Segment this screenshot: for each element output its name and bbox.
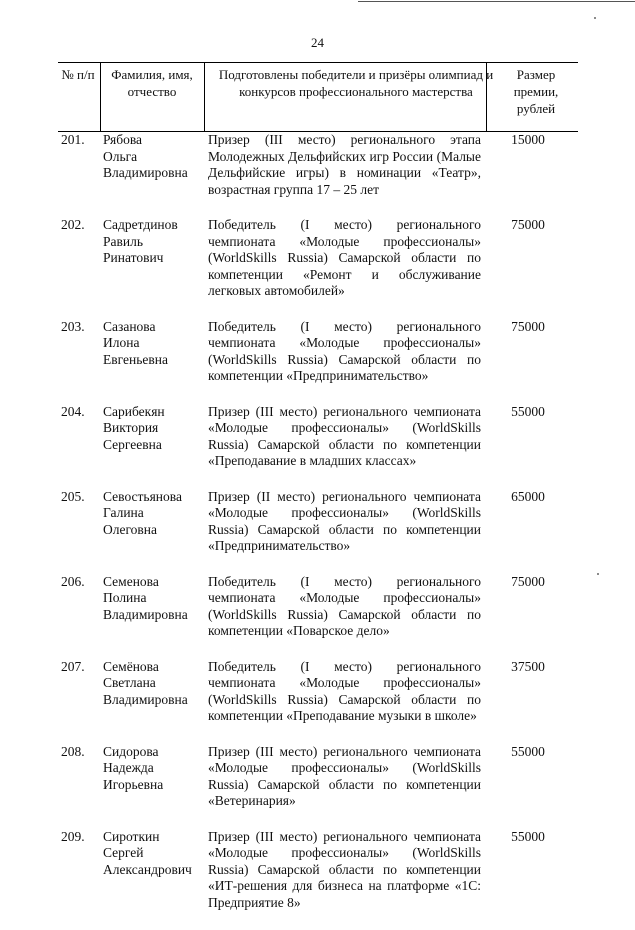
row-number: 201.	[61, 132, 85, 147]
first-name: Ольга	[103, 148, 138, 164]
surname: Сидорова	[103, 743, 159, 759]
person-name	[103, 217, 203, 267]
patronymic: Сергеевна	[103, 436, 162, 452]
person-name	[103, 574, 203, 624]
surname: Семёнова	[103, 658, 159, 674]
achievement-description: Призер (II место) регионального чемпионата «Молодые профессионалы» (WorldSkills Russia) Самарской области по компетенции «Предпринимательство»	[208, 488, 481, 553]
award-amount: 75000	[511, 217, 545, 232]
patronymic: Владимировна	[103, 165, 188, 180]
person-name	[103, 132, 203, 182]
patronymic: Игорьевна	[103, 776, 164, 792]
top-border-line	[358, 1, 635, 2]
award-amount: 55000	[511, 828, 545, 844]
first-name: Равиль	[103, 233, 143, 249]
patronymic: Владимировна	[103, 606, 188, 622]
achievement-description: Победитель (I место) регионального чемпионата «Молодые профессионалы» (WorldSkills Russia) Самарской области по компетенции «Предпринимательство»	[208, 318, 481, 383]
scan-speck	[597, 573, 599, 575]
surname: Сазанова	[103, 318, 156, 334]
table-row	[58, 404, 578, 470]
surname: Садретдинов	[103, 217, 178, 232]
row-number: 204.	[61, 403, 85, 419]
achievement-description: Призер (III место) регионального чемпионата «Молодые профессионалы» (WorldSkills Russia) Самарской области по компетенции «Ветеринария»	[208, 743, 481, 808]
first-name: Илона	[103, 335, 140, 350]
table-row	[58, 132, 578, 198]
person-name	[103, 404, 203, 454]
header-num: № п/п	[61, 67, 95, 82]
achievement-description: Призер (III место) регионального чемпионата «Молодые профессионалы» (WorldSkills Russia) Самарской области по компетенции «Преподавание в младших классах»	[208, 403, 481, 468]
first-name: Галина	[103, 505, 144, 520]
table-row	[58, 744, 578, 810]
surname: Сироткин	[103, 828, 160, 844]
first-name: Виктория	[103, 420, 159, 435]
table-body	[58, 132, 578, 930]
table-row	[58, 829, 578, 912]
row-number: 207.	[61, 658, 85, 674]
row-number: 206.	[61, 573, 85, 589]
award-amount: 55000	[511, 743, 545, 759]
first-name: Сергей	[103, 845, 144, 860]
achievement-description: Победитель (I место) регионального чемпионата «Молодые профессионалы» (WorldSkills Russia) Самарской области по компетенции «Поварское дело»	[208, 573, 481, 638]
award-amount: 37500	[511, 658, 545, 674]
table-row	[58, 659, 578, 725]
table-row	[58, 574, 578, 640]
table-row	[58, 217, 578, 300]
surname: Сарибекян	[103, 403, 165, 419]
award-amount: 15000	[511, 132, 545, 147]
patronymic: Олеговна	[103, 521, 158, 537]
award-amount: 75000	[511, 318, 545, 334]
achievement-description: Призер (III место) регионального этапа Молодежных Дельфийских игр России (Малые Дельфийские игры) в номинации «Театр», возрастная группа 17 – 25 лет	[208, 132, 481, 197]
surname: Рябова	[103, 132, 143, 147]
header-amount: Размер премии, рублей	[513, 67, 559, 116]
achievement-description: Победитель (I место) регионального чемпионата «Молодые профессионалы» (WorldSkills Russia) Самарской области по компетенции «Ремонт и обслуживание легковых автомобилей»	[208, 217, 481, 298]
patronymic: Евгеньевна	[103, 351, 168, 367]
first-name: Полина	[103, 590, 147, 605]
first-name: Светлана	[103, 675, 156, 690]
header-name: Фамилия, имя, отчество	[111, 67, 193, 99]
person-name	[103, 659, 203, 709]
patronymic: Александрович	[103, 861, 192, 877]
row-number: 202.	[61, 217, 85, 232]
row-number: 209.	[61, 828, 85, 844]
table-row	[58, 319, 578, 385]
award-amount: 55000	[511, 403, 545, 419]
person-name	[103, 489, 203, 539]
person-name	[103, 319, 203, 369]
person-name	[103, 744, 203, 794]
header-description: Подготовлены победители и призёры олимпиад и конкурсов профессионального мастерства	[218, 67, 494, 99]
award-amount: 75000	[511, 573, 545, 589]
achievement-description: Призер (III место) регионального чемпионата «Молодые профессионалы» (WorldSkills Russia) Самарской области по компетенции «ИТ-решения для бизнеса на платформе «1С: Предприятие 8»	[208, 828, 481, 910]
person-name	[103, 829, 203, 879]
scan-speck	[594, 17, 596, 19]
page-number: 24	[311, 35, 324, 50]
first-name: Надежда	[103, 760, 154, 775]
surname: Семенова	[103, 573, 159, 589]
row-number: 208.	[61, 743, 85, 759]
table-row	[58, 489, 578, 555]
row-number: 205.	[61, 488, 85, 504]
surname: Севостьянова	[103, 488, 182, 504]
award-amount: 65000	[511, 488, 545, 504]
patronymic: Владимировна	[103, 691, 188, 707]
patronymic: Ринатович	[103, 250, 164, 265]
table-header	[58, 62, 578, 132]
achievement-description: Победитель (I место) регионального чемпионата «Молодые профессионалы» (WorldSkills Russia) Самарской области по компетенции «Преподавание музыки в школе»	[208, 658, 481, 723]
row-number: 203.	[61, 318, 85, 334]
